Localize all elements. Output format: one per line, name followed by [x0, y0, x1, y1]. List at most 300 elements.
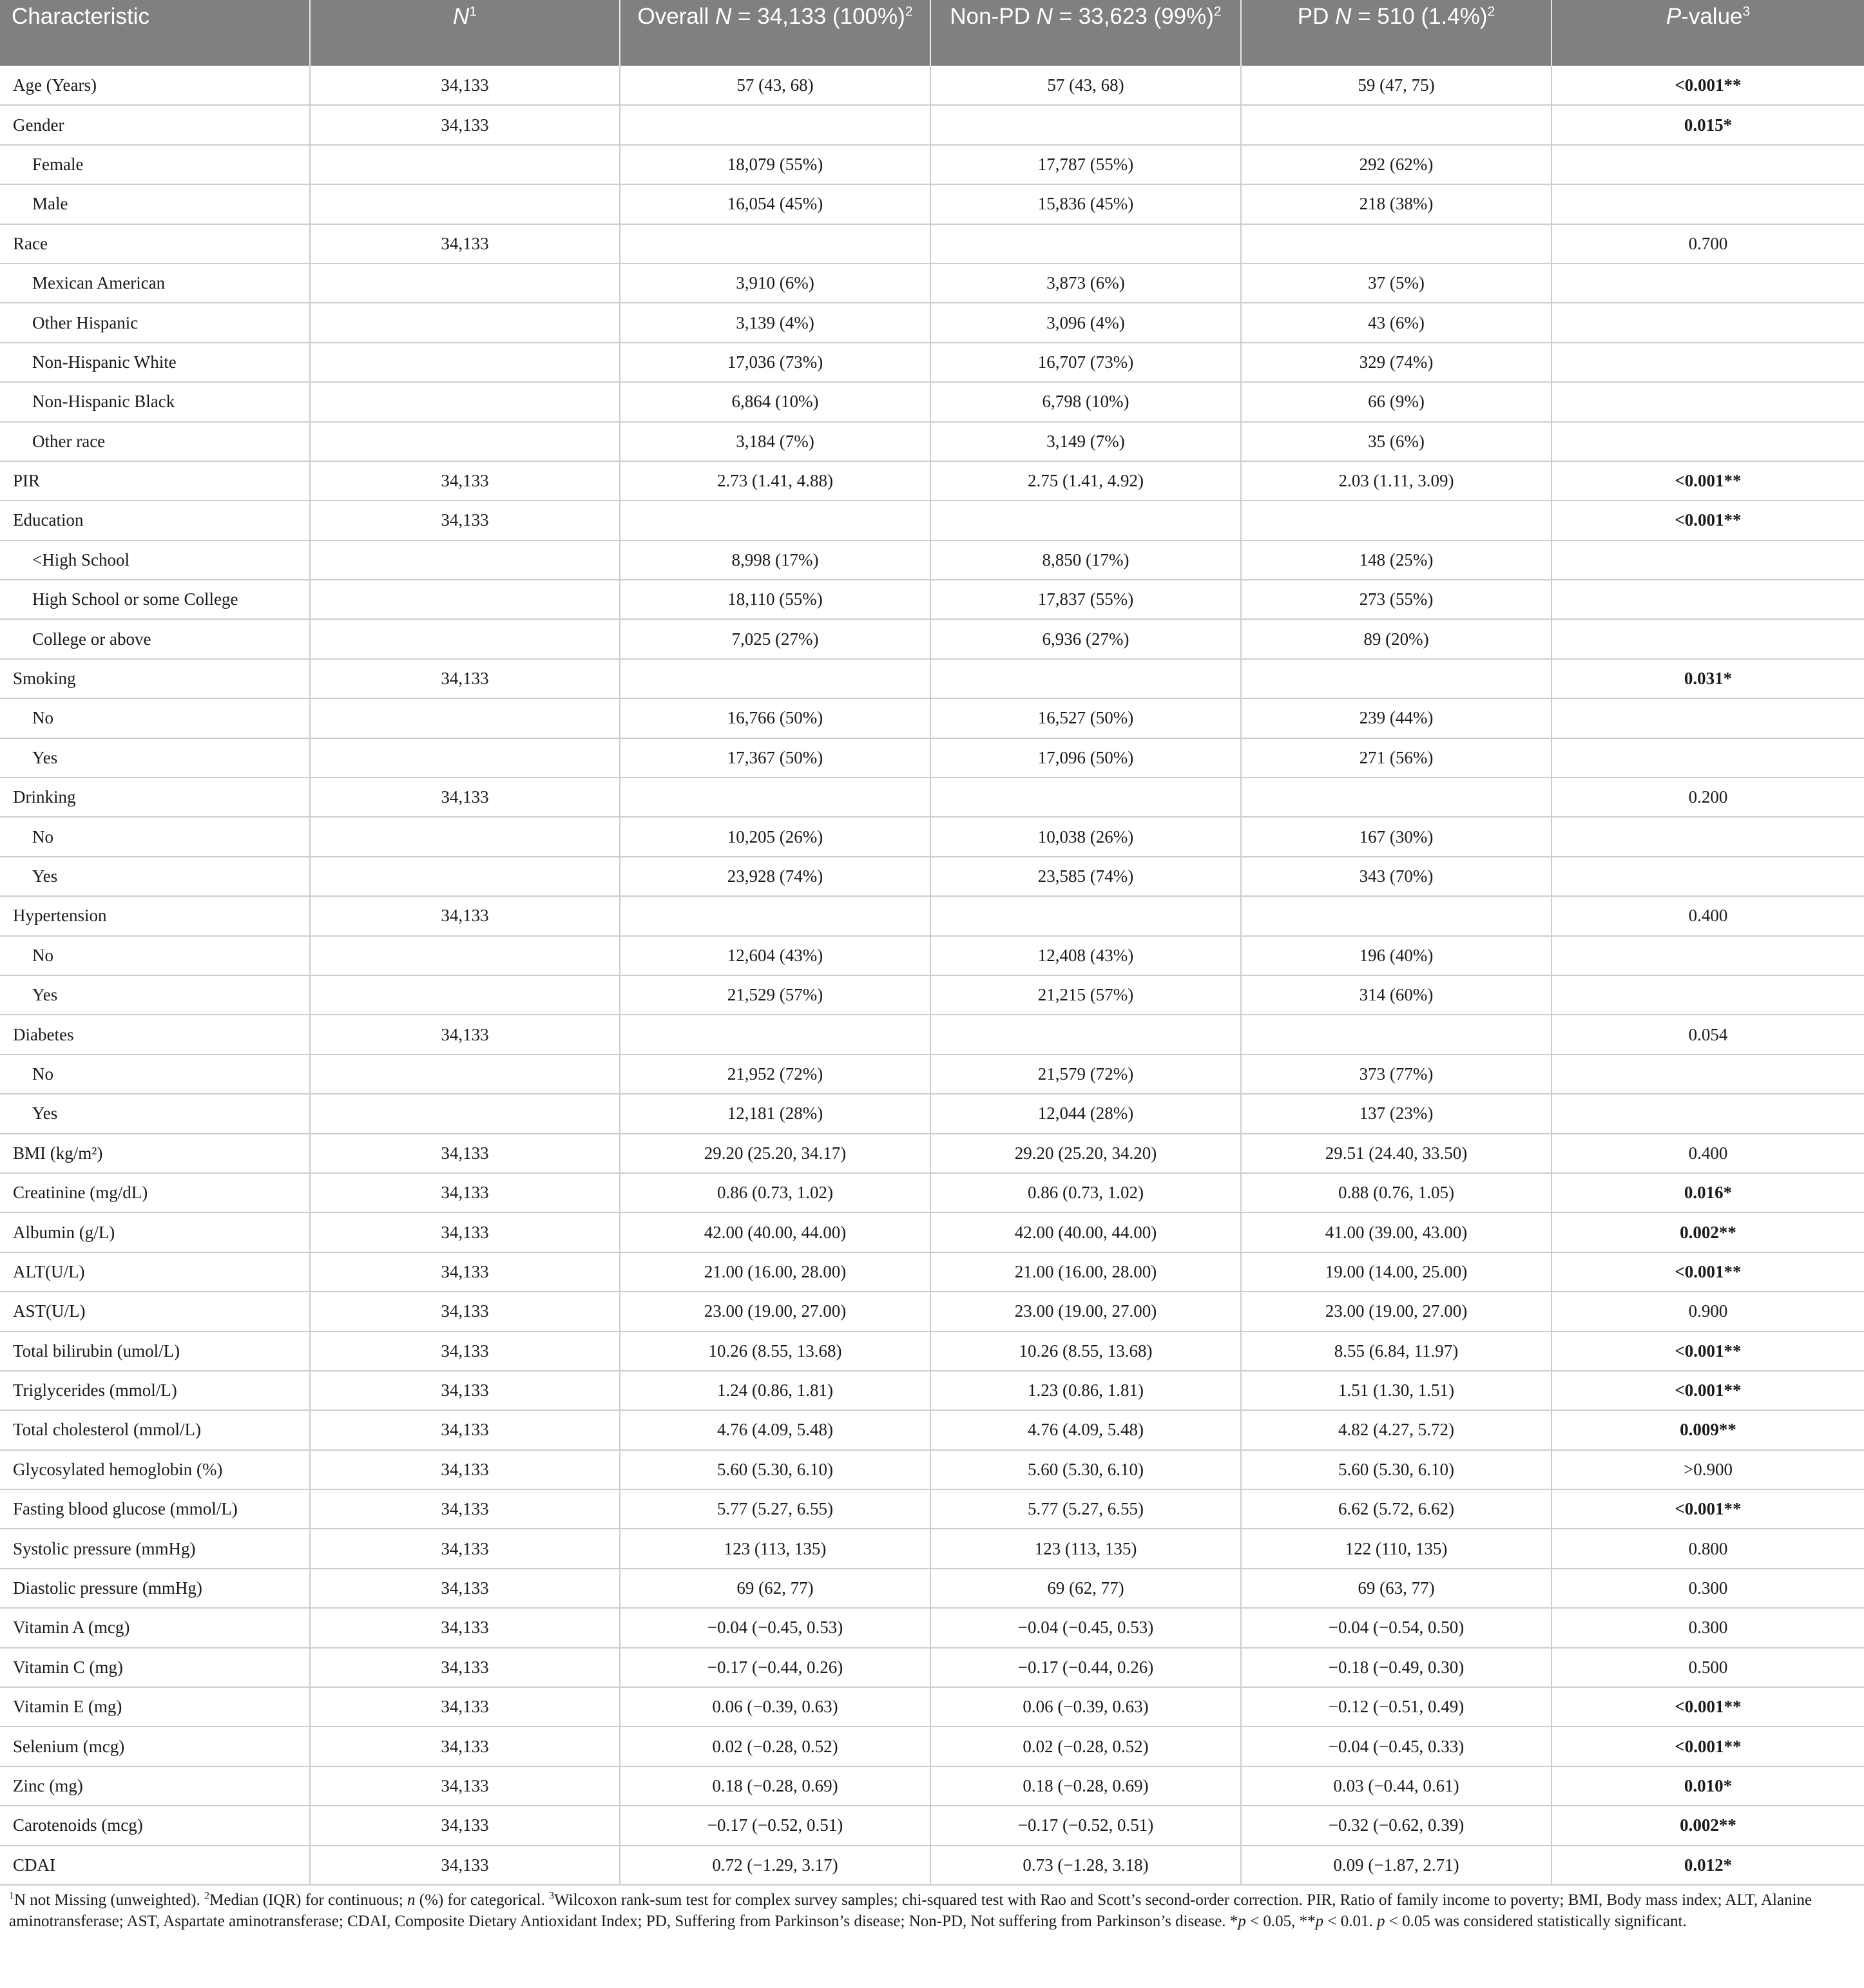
- cell-pd: [1241, 224, 1552, 263]
- cell-p-value: [1552, 1055, 1864, 1094]
- header-p-value: P-value$^3$: [1552, 0, 1864, 66]
- cell-pd: 137 (23%): [1241, 1094, 1552, 1133]
- header-non-pd: Non-PD N = 33,623 $(99\%)^2$: [930, 0, 1241, 66]
- cell-characteristic: College or above: [0, 619, 310, 658]
- cell-non-pd: 1.23 (0.86, 1.81): [930, 1371, 1241, 1410]
- cell-overall: 21,952 (72%): [620, 1055, 930, 1094]
- table-row: [0, 1134, 1864, 1173]
- cell-overall: 123 (113, 135): [620, 1529, 930, 1568]
- cell-overall: 23.00 (19.00, 27.00): [620, 1292, 930, 1331]
- table-row: [0, 698, 1864, 738]
- table-row: [0, 1410, 1864, 1449]
- cell-n: [310, 1094, 620, 1133]
- cell-pd: 196 (40%): [1241, 936, 1552, 975]
- table-row: [0, 778, 1864, 817]
- cell-pd: 4.82 (4.27, 5.72): [1241, 1410, 1552, 1449]
- cell-pd: −0.18 (−0.49, 0.30): [1241, 1648, 1552, 1687]
- cell-characteristic: PIR: [0, 461, 310, 501]
- cell-overall: [620, 659, 930, 698]
- cell-p-value: 0.300: [1552, 1569, 1864, 1608]
- cell-characteristic: Non-Hispanic Black: [0, 382, 310, 421]
- cell-n: 34,133: [310, 1489, 620, 1529]
- cell-pd: 329 (74%): [1241, 343, 1552, 382]
- cell-n: 34,133: [310, 1766, 620, 1806]
- cell-non-pd: 10.26 (8.55, 13.68): [930, 1332, 1241, 1371]
- cell-p-value: [1552, 857, 1864, 896]
- cell-n: 34,133: [310, 896, 620, 935]
- cell-characteristic: Smoking: [0, 659, 310, 698]
- cell-pd: 148 (25%): [1241, 540, 1552, 580]
- table-row: [0, 1450, 1864, 1489]
- cell-p-value: [1552, 817, 1864, 856]
- cell-characteristic: Other Hispanic: [0, 303, 310, 342]
- cell-non-pd: [930, 501, 1241, 540]
- cell-pd: [1241, 896, 1552, 935]
- cell-overall: 5.77 (5.27, 6.55): [620, 1489, 930, 1529]
- cell-n: 34,133: [310, 1529, 620, 1568]
- cell-n: 34,133: [310, 1173, 620, 1212]
- cell-pd: [1241, 659, 1552, 698]
- cell-pd: 66 (9%): [1241, 382, 1552, 421]
- cell-characteristic: Yes: [0, 738, 310, 778]
- table-row: [0, 1489, 1864, 1529]
- cell-non-pd: 3,096 (4%): [930, 303, 1241, 342]
- cell-overall: 0.06 (−0.39, 0.63): [620, 1687, 930, 1726]
- table-row: [0, 461, 1864, 501]
- table-row: [0, 501, 1864, 540]
- cell-overall: [620, 896, 930, 935]
- cell-p-value: 0.900: [1552, 1292, 1864, 1331]
- cell-p-value: 0.031*: [1552, 659, 1864, 698]
- cell-p-value: [1552, 738, 1864, 778]
- cell-n: [310, 382, 620, 421]
- cell-n: 34,133: [310, 501, 620, 540]
- cell-n: 34,133: [310, 66, 620, 105]
- cell-non-pd: [930, 896, 1241, 935]
- cell-non-pd: 17,837 (55%): [930, 580, 1241, 619]
- cell-characteristic: Total cholesterol (mmol/L): [0, 1410, 310, 1449]
- cell-p-value: >0.900: [1552, 1450, 1864, 1489]
- table-row: [0, 1766, 1864, 1806]
- cell-non-pd: 123 (113, 135): [930, 1529, 1241, 1568]
- table-row: [0, 303, 1864, 342]
- cell-characteristic: Vitamin A (mcg): [0, 1608, 310, 1647]
- cell-pd: 1.51 (1.30, 1.51): [1241, 1371, 1552, 1410]
- cell-p-value: 0.400: [1552, 1134, 1864, 1173]
- cell-non-pd: [930, 224, 1241, 263]
- cell-overall: [620, 501, 930, 540]
- cell-overall: 29.20 (25.20, 34.17): [620, 1134, 930, 1173]
- cell-overall: 0.02 (−0.28, 0.52): [620, 1726, 930, 1766]
- cell-n: 34,133: [310, 1332, 620, 1371]
- cell-characteristic: Diastolic pressure (mmHg): [0, 1569, 310, 1608]
- table-row: [0, 263, 1864, 303]
- cell-p-value: <0.001**: [1552, 1489, 1864, 1529]
- cell-n: 34,133: [310, 778, 620, 817]
- cell-non-pd: 3,873 (6%): [930, 263, 1241, 303]
- cell-characteristic: Hypertension: [0, 896, 310, 935]
- cell-n: 34,133: [310, 1846, 620, 1885]
- cell-non-pd: 3,149 (7%): [930, 422, 1241, 461]
- cell-non-pd: 0.06 (−0.39, 0.63): [930, 1687, 1241, 1726]
- cell-p-value: <0.001**: [1552, 66, 1864, 105]
- cell-overall: 23,928 (74%): [620, 857, 930, 896]
- table-row: [0, 1371, 1864, 1410]
- table-row: [0, 1569, 1864, 1608]
- cell-non-pd: 6,936 (27%): [930, 619, 1241, 658]
- cell-p-value: [1552, 263, 1864, 303]
- cell-p-value: [1552, 1094, 1864, 1133]
- cell-p-value: 0.012*: [1552, 1846, 1864, 1885]
- header-characteristic: Characteristic: [0, 0, 310, 66]
- cell-n: 34,133: [310, 461, 620, 501]
- cell-characteristic: Female: [0, 145, 310, 184]
- cell-characteristic: Non-Hispanic White: [0, 343, 310, 382]
- cell-characteristic: <High School: [0, 540, 310, 580]
- table-row: [0, 422, 1864, 461]
- cell-overall: 0.18 (−0.28, 0.69): [620, 1766, 930, 1806]
- cell-overall: 16,054 (45%): [620, 184, 930, 224]
- cell-non-pd: 12,044 (28%): [930, 1094, 1241, 1133]
- table-row: [0, 580, 1864, 619]
- table-row: [0, 1332, 1864, 1371]
- cell-overall: 16,766 (50%): [620, 698, 930, 738]
- cell-p-value: [1552, 184, 1864, 224]
- cell-n: 34,133: [310, 1648, 620, 1687]
- cell-n: [310, 857, 620, 896]
- cell-n: 34,133: [310, 105, 620, 144]
- cell-overall: 8,998 (17%): [620, 540, 930, 580]
- cell-pd: 0.88 (0.76, 1.05): [1241, 1173, 1552, 1212]
- cell-characteristic: Fasting blood glucose (mmol/L): [0, 1489, 310, 1529]
- cell-pd: 8.55 (6.84, 11.97): [1241, 1332, 1552, 1371]
- cell-pd: 0.03 (−0.44, 0.61): [1241, 1766, 1552, 1806]
- cell-characteristic: Albumin (g/L): [0, 1212, 310, 1252]
- cell-non-pd: 23.00 (19.00, 27.00): [930, 1292, 1241, 1331]
- cell-characteristic: No: [0, 936, 310, 975]
- cell-pd: 343 (70%): [1241, 857, 1552, 896]
- cell-characteristic: ALT(U/L): [0, 1252, 310, 1292]
- cell-pd: 29.51 (24.40, 33.50): [1241, 1134, 1552, 1173]
- cell-p-value: <0.001**: [1552, 1252, 1864, 1292]
- cell-n: [310, 936, 620, 975]
- cell-p-value: 0.016*: [1552, 1173, 1864, 1212]
- cell-characteristic: Yes: [0, 975, 310, 1015]
- cell-overall: 21.00 (16.00, 28.00): [620, 1252, 930, 1292]
- cell-pd: 273 (55%): [1241, 580, 1552, 619]
- table-row: [0, 382, 1864, 421]
- cell-non-pd: [930, 659, 1241, 698]
- table-row: [0, 1212, 1864, 1252]
- cell-characteristic: Diabetes: [0, 1015, 310, 1054]
- cell-pd: 2.03 (1.11, 3.09): [1241, 461, 1552, 501]
- cell-characteristic: Yes: [0, 857, 310, 896]
- cell-overall: −0.17 (−0.44, 0.26): [620, 1648, 930, 1687]
- cell-characteristic: Selenium (mcg): [0, 1726, 310, 1766]
- cell-overall: 2.73 (1.41, 4.88): [620, 461, 930, 501]
- cell-non-pd: 0.18 (−0.28, 0.69): [930, 1766, 1241, 1806]
- cell-p-value: <0.001**: [1552, 461, 1864, 501]
- cell-characteristic: Male: [0, 184, 310, 224]
- cell-characteristic: Systolic pressure (mmHg): [0, 1529, 310, 1568]
- cell-overall: 10,205 (26%): [620, 817, 930, 856]
- cell-p-value: [1552, 580, 1864, 619]
- cell-p-value: [1552, 619, 1864, 658]
- cell-overall: 6,864 (10%): [620, 382, 930, 421]
- cell-overall: [620, 1015, 930, 1054]
- cell-n: [310, 738, 620, 778]
- table-row: [0, 1726, 1864, 1766]
- cell-overall: 18,110 (55%): [620, 580, 930, 619]
- cell-non-pd: −0.04 (−0.45, 0.53): [930, 1608, 1241, 1647]
- cell-characteristic: Age (Years): [0, 66, 310, 105]
- cell-non-pd: 0.86 (0.73, 1.02): [930, 1173, 1241, 1212]
- cell-overall: 3,910 (6%): [620, 263, 930, 303]
- table-row: [0, 817, 1864, 856]
- table-row: [0, 659, 1864, 698]
- table-row: [0, 738, 1864, 778]
- cell-non-pd: 0.73 (−1.28, 3.18): [930, 1846, 1241, 1885]
- cell-pd: 373 (77%): [1241, 1055, 1552, 1094]
- cell-pd: 239 (44%): [1241, 698, 1552, 738]
- cell-non-pd: 0.02 (−0.28, 0.52): [930, 1726, 1241, 1766]
- table-header: [0, 0, 1864, 66]
- table-row: [0, 540, 1864, 580]
- cell-n: [310, 975, 620, 1015]
- cell-pd: 41.00 (39.00, 43.00): [1241, 1212, 1552, 1252]
- cell-n: [310, 145, 620, 184]
- table-row: [0, 857, 1864, 896]
- table-row: [0, 66, 1864, 105]
- cell-non-pd: 16,707 (73%): [930, 343, 1241, 382]
- cell-p-value: [1552, 975, 1864, 1015]
- cell-p-value: <0.001**: [1552, 1726, 1864, 1766]
- cell-pd: [1241, 1015, 1552, 1054]
- cell-characteristic: Race: [0, 224, 310, 263]
- cell-non-pd: 6,798 (10%): [930, 382, 1241, 421]
- cell-pd: 122 (110, 135): [1241, 1529, 1552, 1568]
- cell-p-value: [1552, 540, 1864, 580]
- cell-non-pd: 16,527 (50%): [930, 698, 1241, 738]
- cell-n: 34,133: [310, 659, 620, 698]
- cell-characteristic: No: [0, 1055, 310, 1094]
- cell-n: [310, 263, 620, 303]
- cell-non-pd: 12,408 (43%): [930, 936, 1241, 975]
- cell-characteristic: Vitamin C (mg): [0, 1648, 310, 1687]
- cell-non-pd: [930, 778, 1241, 817]
- cell-non-pd: −0.17 (−0.52, 0.51): [930, 1806, 1241, 1845]
- cell-overall: [620, 778, 930, 817]
- cell-pd: 218 (38%): [1241, 184, 1552, 224]
- cell-pd: −0.04 (−0.54, 0.50): [1241, 1608, 1552, 1647]
- cell-p-value: 0.015*: [1552, 105, 1864, 144]
- cell-non-pd: 21.00 (16.00, 28.00): [930, 1252, 1241, 1292]
- table-row: [0, 975, 1864, 1015]
- cell-n: 34,133: [310, 1212, 620, 1252]
- cell-pd: [1241, 105, 1552, 144]
- cell-p-value: [1552, 343, 1864, 382]
- cell-pd: 6.62 (5.72, 6.62): [1241, 1489, 1552, 1529]
- cell-non-pd: 10,038 (26%): [930, 817, 1241, 856]
- cell-non-pd: [930, 1015, 1241, 1054]
- cell-overall: 12,181 (28%): [620, 1094, 930, 1133]
- cell-p-value: <0.001**: [1552, 501, 1864, 540]
- cell-pd: 19.00 (14.00, 25.00): [1241, 1252, 1552, 1292]
- cell-n: [310, 698, 620, 738]
- table-row: [0, 1094, 1864, 1133]
- table-row: [0, 224, 1864, 263]
- cell-pd: 5.60 (5.30, 6.10): [1241, 1450, 1552, 1489]
- cell-overall: 10.26 (8.55, 13.68): [620, 1332, 930, 1371]
- table-row: [0, 343, 1864, 382]
- cell-p-value: [1552, 303, 1864, 342]
- cell-overall: 0.72 (−1.29, 3.17): [620, 1846, 930, 1885]
- cell-n: [310, 540, 620, 580]
- cell-n: [310, 817, 620, 856]
- table-row: [0, 1055, 1864, 1094]
- cell-n: [310, 619, 620, 658]
- cell-n: 34,133: [310, 224, 620, 263]
- cell-non-pd: 5.60 (5.30, 6.10): [930, 1450, 1241, 1489]
- cell-n: [310, 343, 620, 382]
- cell-p-value: [1552, 422, 1864, 461]
- cell-non-pd: 57 (43, 68): [930, 66, 1241, 105]
- cell-pd: −0.12 (−0.51, 0.49): [1241, 1687, 1552, 1726]
- cell-characteristic: Total bilirubin (umol/L): [0, 1332, 310, 1371]
- cell-non-pd: −0.17 (−0.44, 0.26): [930, 1648, 1241, 1687]
- cell-non-pd: 21,579 (72%): [930, 1055, 1241, 1094]
- cell-n: [310, 303, 620, 342]
- cell-non-pd: 69 (62, 77): [930, 1569, 1241, 1608]
- cell-n: 34,133: [310, 1015, 620, 1054]
- table-row: [0, 1173, 1864, 1212]
- cell-p-value: 0.200: [1552, 778, 1864, 817]
- cell-n: 34,133: [310, 1806, 620, 1845]
- cell-p-value: 0.002**: [1552, 1212, 1864, 1252]
- cell-p-value: <0.001**: [1552, 1687, 1864, 1726]
- cell-characteristic: Zinc (mg): [0, 1766, 310, 1806]
- table-row: [0, 1529, 1864, 1568]
- cell-overall: [620, 224, 930, 263]
- cell-pd: −0.32 (−0.62, 0.39): [1241, 1806, 1552, 1845]
- cell-non-pd: 2.75 (1.41, 4.92): [930, 461, 1241, 501]
- cell-characteristic: AST(U/L): [0, 1292, 310, 1331]
- cell-non-pd: 29.20 (25.20, 34.20): [930, 1134, 1241, 1173]
- table-row: [0, 1015, 1864, 1054]
- cell-pd: 59 (47, 75): [1241, 66, 1552, 105]
- cell-n: [310, 184, 620, 224]
- cell-characteristic: CDAI: [0, 1846, 310, 1885]
- cell-pd: [1241, 778, 1552, 817]
- cell-pd: 0.09 (−1.87, 2.71): [1241, 1846, 1552, 1885]
- cell-non-pd: 4.76 (4.09, 5.48): [930, 1410, 1241, 1449]
- cell-pd: 35 (6%): [1241, 422, 1552, 461]
- cell-overall: 69 (62, 77): [620, 1569, 930, 1608]
- cell-p-value: 0.009**: [1552, 1410, 1864, 1449]
- cell-p-value: 0.010*: [1552, 1766, 1864, 1806]
- cell-p-value: [1552, 936, 1864, 975]
- cell-p-value: 0.054: [1552, 1015, 1864, 1054]
- cell-overall: 5.60 (5.30, 6.10): [620, 1450, 930, 1489]
- cell-overall: 7,025 (27%): [620, 619, 930, 658]
- cell-overall: 18,079 (55%): [620, 145, 930, 184]
- cell-p-value: 0.500: [1552, 1648, 1864, 1687]
- cell-overall: 42.00 (40.00, 44.00): [620, 1212, 930, 1252]
- cell-non-pd: 17,096 (50%): [930, 738, 1241, 778]
- cell-characteristic: Triglycerides (mmol/L): [0, 1371, 310, 1410]
- cell-overall: [620, 105, 930, 144]
- cell-p-value: 0.800: [1552, 1529, 1864, 1568]
- cell-overall: 17,036 (73%): [620, 343, 930, 382]
- table-row: [0, 1608, 1864, 1647]
- cell-p-value: <0.001**: [1552, 1371, 1864, 1410]
- table-row: [0, 1687, 1864, 1726]
- table-row: [0, 145, 1864, 184]
- cell-characteristic: Yes: [0, 1094, 310, 1133]
- cell-p-value: [1552, 698, 1864, 738]
- cell-overall: 12,604 (43%): [620, 936, 930, 975]
- cell-pd: 167 (30%): [1241, 817, 1552, 856]
- cell-n: [310, 580, 620, 619]
- cell-characteristic: Education: [0, 501, 310, 540]
- cell-n: 34,133: [310, 1410, 620, 1449]
- cell-n: 34,133: [310, 1371, 620, 1410]
- header-overall: Overall N = 34,133 $(100\%)^2$: [620, 0, 930, 66]
- cell-non-pd: 15,836 (45%): [930, 184, 1241, 224]
- cell-n: 34,133: [310, 1292, 620, 1331]
- cell-pd: 43 (6%): [1241, 303, 1552, 342]
- cell-characteristic: Glycosylated hemoglobin (%): [0, 1450, 310, 1489]
- cell-overall: 17,367 (50%): [620, 738, 930, 778]
- cell-overall: 3,139 (4%): [620, 303, 930, 342]
- cell-characteristic: Carotenoids (mcg): [0, 1806, 310, 1845]
- cell-n: [310, 422, 620, 461]
- cell-overall: 1.24 (0.86, 1.81): [620, 1371, 930, 1410]
- table-row: [0, 105, 1864, 144]
- table-body: [0, 66, 1864, 1885]
- cell-pd: 37 (5%): [1241, 263, 1552, 303]
- cell-non-pd: 17,787 (55%): [930, 145, 1241, 184]
- cell-n: [310, 1055, 620, 1094]
- cell-n: 34,133: [310, 1450, 620, 1489]
- table-row: [0, 1252, 1864, 1292]
- cell-p-value: <0.001**: [1552, 1332, 1864, 1371]
- cell-n: 34,133: [310, 1252, 620, 1292]
- cell-n: 34,133: [310, 1726, 620, 1766]
- table-row: [0, 619, 1864, 658]
- table-row: [0, 1292, 1864, 1331]
- cell-p-value: [1552, 145, 1864, 184]
- cell-overall: −0.17 (−0.52, 0.51): [620, 1806, 930, 1845]
- cell-characteristic: BMI (kg/m²): [0, 1134, 310, 1173]
- cell-overall: 21,529 (57%): [620, 975, 930, 1015]
- cell-non-pd: 23,585 (74%): [930, 857, 1241, 896]
- cell-pd: 23.00 (19.00, 27.00): [1241, 1292, 1552, 1331]
- cell-pd: −0.04 (−0.45, 0.33): [1241, 1726, 1552, 1766]
- cell-overall: 3,184 (7%): [620, 422, 930, 461]
- cell-characteristic: Vitamin E (mg): [0, 1687, 310, 1726]
- cell-pd: 314 (60%): [1241, 975, 1552, 1015]
- cell-pd: [1241, 501, 1552, 540]
- cell-non-pd: 21,215 (57%): [930, 975, 1241, 1015]
- cell-non-pd: 5.77 (5.27, 6.55): [930, 1489, 1241, 1529]
- cell-pd: 89 (20%): [1241, 619, 1552, 658]
- table-row: [0, 1846, 1864, 1885]
- cell-n: 34,133: [310, 1134, 620, 1173]
- cell-characteristic: Creatinine (mg/dL): [0, 1173, 310, 1212]
- cell-characteristic: Mexican American: [0, 263, 310, 303]
- cell-characteristic: Drinking: [0, 778, 310, 817]
